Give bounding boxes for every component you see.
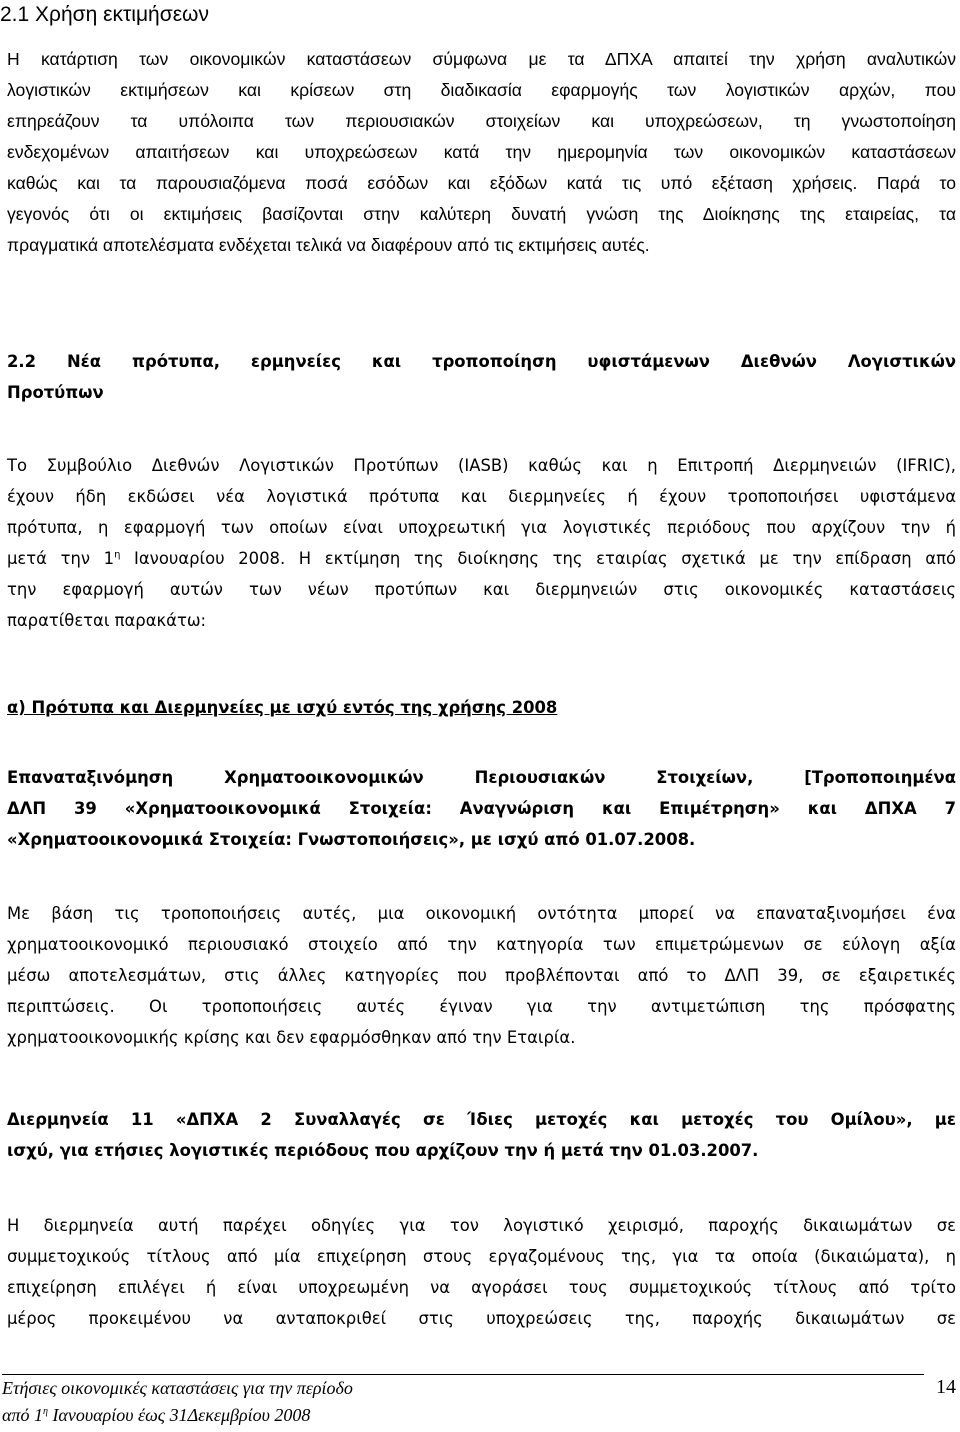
paragraph-line: πραγματικά αποτελέσματα ενδέχεται τελικά να διαφέρουν από τις εκτιμήσεις αυτές. — [7, 235, 650, 255]
text-fragment: Ιανουαρίου 2008. Η εκτίμηση της διοίκησης της εταιρίας σχετικά με την επίδραση από — [120, 549, 956, 568]
paragraph-line: παρατίθεται παρακάτω: — [7, 611, 207, 630]
page-number: 14 — [936, 1376, 956, 1398]
ifric-11-heading — [7, 1104, 956, 1166]
subheading-a-text: α) Πρότυπα και Διερμηνείες με ισχύ εντός της χρήσης 2008 — [7, 698, 558, 717]
footer-divider — [2, 1374, 924, 1375]
paragraph-line: καθώς και τα παρουσιαζόμενα ποσά εσόδων και εξόδων κατά τις υπό εξέταση χρήσεις. Παρά το — [7, 173, 956, 193]
paragraph-line — [7, 543, 956, 574]
ifric-11-paragraph — [7, 1210, 956, 1334]
heading-line: Προτύπων — [7, 383, 104, 402]
paragraph-line: μέσω αποτελεσμάτων, στις άλλες κατηγορίες που προβλέπονται από το ΔΛΠ 39, σε εξαιρετικές — [7, 966, 956, 985]
paragraph-line: μέρος προκειμένου να ανταποκριθεί στις υποχρεώσεις της, παροχής δικαιωμάτων σε — [7, 1309, 956, 1328]
section-2-2-intro — [7, 450, 956, 636]
text-fragment: Ιανουαρίου έως 31Δεκεμβρίου 2008 — [47, 1405, 311, 1425]
heading-line: Επαναταξινόμηση Χρηματοοικονομικών Περιουσιακών Στοιχείων, [Τροποποιημένα — [7, 768, 956, 787]
paragraph-line: πρότυπα, η εφαρμογή των οποίων είναι υποχρεωτική για λογιστικές περιόδους που αρχίζουν την ή — [7, 518, 956, 537]
reclassification-paragraph — [7, 898, 956, 1053]
paragraph-line: Με βάση τις τροποποιήσεις αυτές, μια οικονομική οντότητα μπορεί να επαναταξινομήσει ένα — [7, 904, 956, 923]
text-fragment: μετά την 1 — [7, 549, 115, 568]
section-2-1-paragraph — [7, 44, 956, 261]
subheading-a — [7, 692, 956, 723]
paragraph-line: λογιστικών εκτιμήσεων και κρίσεων στη διαδικασία εφαρμογής των λογιστικών αρχών, που — [7, 80, 956, 100]
ordinal-superscript: η — [42, 1406, 48, 1417]
heading-line: Διερμηνεία 11 «ΔΠΧΑ 2 Συναλλαγές σε Ίδιες μετοχές και μετοχές του Ομίλου», με — [7, 1110, 956, 1129]
footer-line-1: Ετήσιες οικονομικές καταστάσεις για την περίοδο — [2, 1378, 353, 1398]
paragraph-line: γεγονός ότι οι εκτιμήσεις βασίζονται στην καλύτερη δυνατή γνώση της Διοίκησης της εταιρείας, τα — [7, 204, 956, 224]
paragraph-line: περιπτώσεις. Οι τροποποιήσεις αυτές έγιναν για την αντιμετώπιση της πρόσφατης — [7, 997, 956, 1016]
footer-line-2 — [2, 1405, 310, 1426]
heading-line: 2.2 Νέα πρότυπα, ερμηνείες και τροποποίηση υφιστάμενων Διεθνών Λογιστικών — [7, 352, 956, 371]
heading-line: ΔΛΠ 39 «Χρηματοοικονομικά Στοιχεία: Αναγνώριση και Επιμέτρηση» και ΔΠΧΑ 7 — [7, 799, 956, 818]
paragraph-line: συμμετοχικούς τίτλους από μία επιχείρηση στους εργαζομένους της, για τα οποία (δικαιώματα), η — [7, 1247, 956, 1266]
paragraph-line: Η διερμηνεία αυτή παρέχει οδηγίες για τον λογιστικό χειρισμό, παροχής δικαιωμάτων σε — [7, 1216, 956, 1235]
reclassification-heading — [7, 762, 956, 855]
heading-line: «Χρηματοοικονομικά Στοιχεία: Γνωστοποιήσεις», με ισχύ από 01.07.2008. — [7, 830, 696, 849]
section-2-2-heading — [7, 346, 956, 408]
paragraph-line: χρηματοοικονομικής κρίσης και δεν εφαρμόσθηκαν από την Εταιρία. — [7, 1028, 576, 1047]
heading-line: ισχύ, για ετήσιες λογιστικές περιόδους που αρχίζουν την ή μετά την 01.03.2007. — [7, 1141, 759, 1160]
section-2-1-heading: 2.1 Χρήση εκτιμήσεων — [0, 3, 209, 26]
paragraph-line: ενδεχομένων απαιτήσεων και υποχρεώσεων κατά την ημερομηνία των οικονομικών καταστάσεων — [7, 142, 956, 162]
ordinal-superscript: η — [114, 549, 121, 561]
paragraph-line: χρηματοοικονομικό περιουσιακό στοιχείο από την κατηγορία των επιμετρώμενων σε εύλογη αξία — [7, 935, 956, 954]
paragraph-line: επηρεάζουν τα υπόλοιπα των περιουσιακών στοιχείων και υποχρεώσεων, τη γνωστοποίηση — [7, 111, 956, 131]
text-fragment: από 1 — [2, 1405, 43, 1425]
paragraph-line: Η κατάρτιση των οικονομικών καταστάσεων σύμφωνα με τα ΔΠΧΑ απαιτεί την χρήση αναλυτικών — [7, 49, 956, 69]
paragraph-line: Το Συμβούλιο Διεθνών Λογιστικών Προτύπων (IASB) καθώς και η Επιτροπή Διερμηνειών (IFRIC), — [7, 456, 956, 475]
paragraph-line: την εφαρμογή αυτών των νέων προτύπων και διερμηνειών στις οικονομικές καταστάσεις — [7, 580, 956, 599]
paragraph-line: έχουν ήδη εκδώσει νέα λογιστικά πρότυπα και διερμηνείες ή έχουν τροποποιήσει υφιστάμενα — [7, 487, 956, 506]
paragraph-line: επιχείρηση επιλέγει ή είναι υποχρεωμένη να αγοράσει τους συμμετοχικούς τίτλους από τρίτο — [7, 1278, 956, 1297]
